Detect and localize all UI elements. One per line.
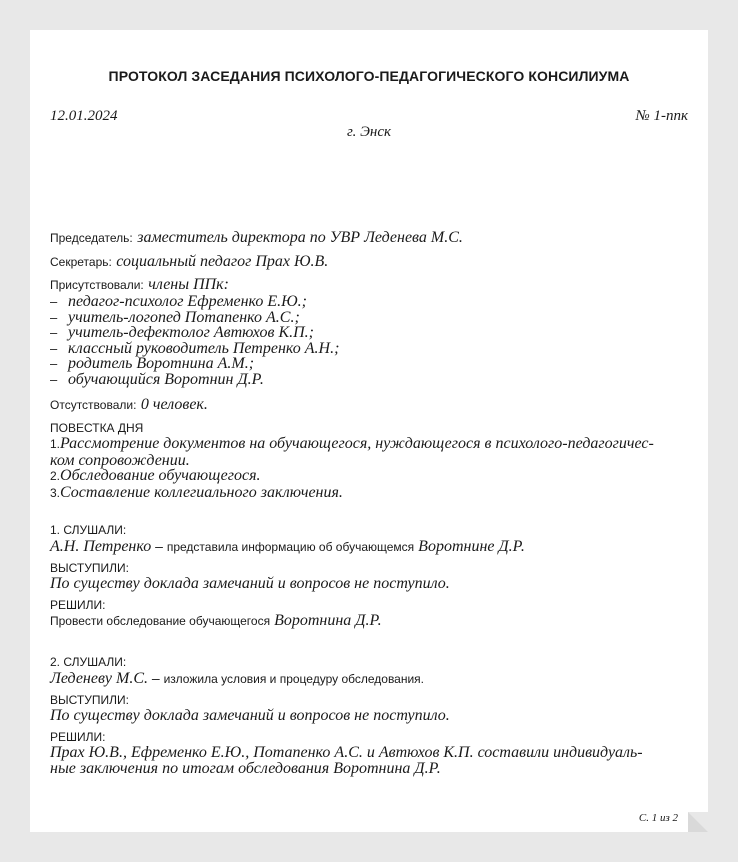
item2-decided-line1: Прах Ю.В., Ефременко Е.Ю., Потапенко А.С. и Автюхов К.П. составили индивидуаль- [50, 744, 643, 761]
members-list [50, 294, 690, 387]
item1-decided-text: Провести обследование обучающегося Воротнина Д.Р. [50, 612, 382, 629]
list-dash: – [50, 371, 58, 387]
absent-label: Отсутствовали: [50, 398, 137, 412]
item2-spoke-text: По существу доклада замечаний и вопросов не поступило. [50, 707, 450, 724]
item1-spoke-label: ВЫСТУПИЛИ: [50, 561, 129, 575]
list-dash: – [50, 294, 58, 309]
item2-decided-line2: ные заключения по итогам обследования Воротнина Д.Р. [50, 760, 441, 777]
agenda-item: 3.Составление коллегиального заключения. [50, 483, 343, 501]
item2-decided-label: РЕШИЛИ: [50, 730, 106, 744]
agenda-item-continuation: ком сопровождении. [50, 451, 190, 469]
list-item: – учитель-логопед Потапенко А.С.; [50, 308, 300, 326]
list-dash: – [50, 340, 58, 356]
present-value: члены ППк: [148, 276, 229, 293]
agenda-heading: ПОВЕСТКА ДНЯ [50, 421, 144, 435]
document-body [50, 228, 690, 777]
list-item: – педагог-психолог Ефременко Е.Ю.; [50, 293, 308, 310]
present-label: Присутствовали: [50, 278, 144, 292]
list-item: – классный руководитель Петренко А.Н.; [50, 339, 340, 357]
list-dash: – [50, 309, 58, 325]
item2-heard-text: Леденеву М.С. – изложила условия и процедуру обследования. [50, 670, 425, 687]
document-page [30, 30, 708, 832]
document-date: 12.01.2024 [50, 108, 118, 124]
item1-decided-label: РЕШИЛИ: [50, 598, 106, 612]
list-item: – обучающийся Воротнин Д.Р. [50, 370, 264, 388]
item1-heard-label: 1. СЛУШАЛИ: [50, 523, 127, 537]
chair-value: заместитель директора по УВР Леденева М.С. [137, 229, 463, 246]
document-title: ПРОТОКОЛ ЗАСЕДАНИЯ ПСИХОЛОГО-ПЕДАГОГИЧЕСКОГО КОНСИЛИУМА [108, 68, 630, 84]
secretary-line [50, 252, 690, 272]
document-city: г. Энск [346, 124, 392, 140]
agenda-item: 2.Обследование обучающегося. [50, 467, 261, 484]
chair-line [50, 228, 690, 248]
document-number: № 1-ппк [635, 108, 688, 124]
page-number: С. 1 из 2 [638, 812, 678, 824]
chair-label: Председатель: [50, 231, 133, 245]
item1-heard-text: А.Н. Петренко – представила информацию об обучающемся Воротнине Д.Р. [50, 538, 525, 555]
list-dash: – [50, 356, 58, 371]
item1-spoke-text: По существу доклада замечаний и вопросов не поступило. [50, 575, 450, 592]
item1-section [50, 523, 690, 629]
list-dash: – [50, 325, 58, 340]
secretary-value: социальный педагог Прах Ю.В. [116, 253, 329, 270]
agenda-list [50, 436, 690, 501]
item2-spoke-label: ВЫСТУПИЛИ: [50, 693, 129, 707]
agenda-item: 1.Рассмотрение документов на обучающегося, нуждающегося в психолого-педагогичес- [50, 435, 654, 452]
present-line [50, 276, 690, 294]
list-item: – родитель Воротнина А.М.; [50, 355, 255, 372]
item2-section [50, 655, 690, 777]
page-fold [688, 812, 708, 832]
absent-line [50, 395, 690, 415]
list-item: – учитель-дефектолог Автюхов К.П.; [50, 324, 314, 341]
secretary-label: Секретарь: [50, 255, 112, 269]
item2-heard-label: 2. СЛУШАЛИ: [50, 655, 127, 669]
absent-value: 0 человек. [140, 396, 208, 413]
